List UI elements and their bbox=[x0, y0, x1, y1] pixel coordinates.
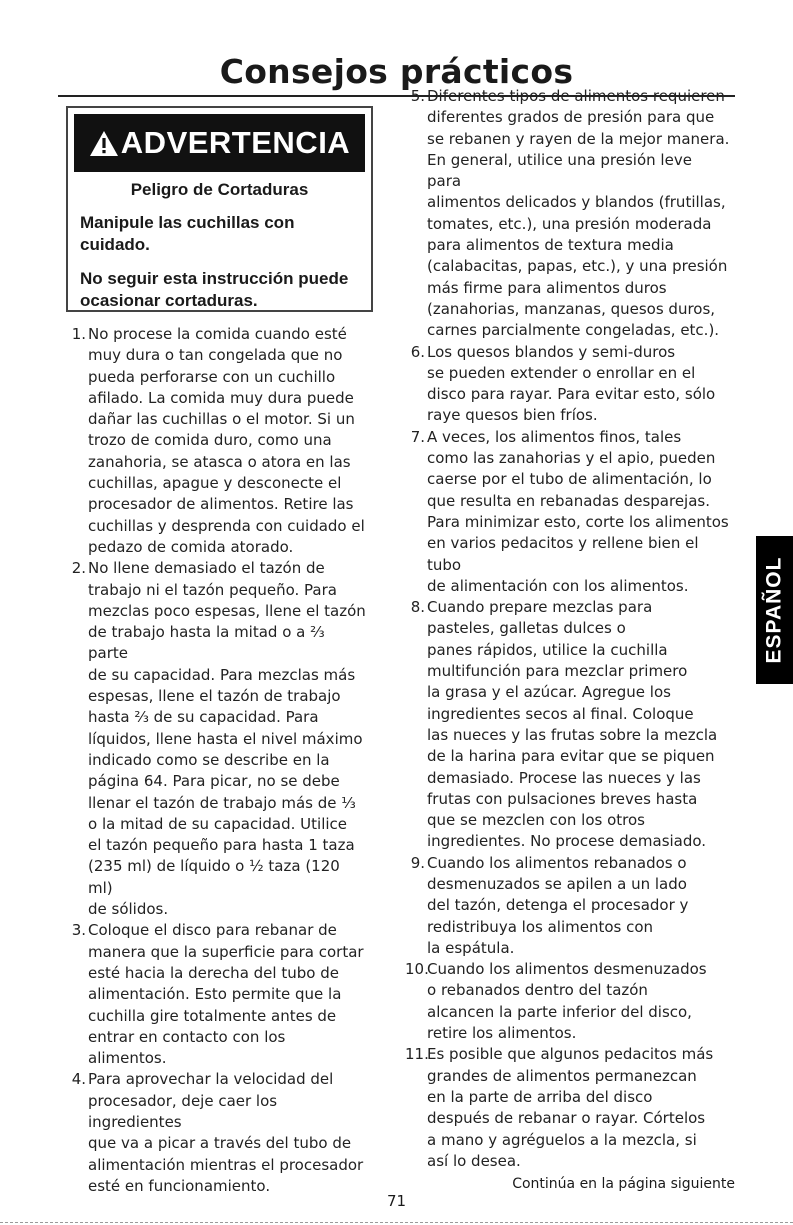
page-number: 71 bbox=[386, 1192, 407, 1210]
warning-instruction: Manipule las cuchillas con cuidado. bbox=[80, 213, 295, 254]
tip-number: 2. bbox=[71, 559, 86, 578]
tip-number: 6. bbox=[410, 342, 425, 361]
tip-number: 3. bbox=[71, 921, 86, 940]
tip-item bbox=[405, 427, 730, 597]
tip-number: 1. bbox=[71, 325, 86, 343]
tip-item bbox=[68, 324, 368, 558]
tip-item bbox=[405, 1044, 730, 1172]
tip-item bbox=[405, 86, 730, 342]
tip-number: 4. bbox=[71, 1070, 86, 1089]
tip-text: No procese la comida cuando esté muy dura o tan congelada que no pueda perforarse con un cuchillo afilado. La comida muy dura puede dañar las cuchillas o el motor. Si un trozo de comida duro, como una zanahoria, se atasca o atora en las cuchillas, apague y desconecte el procesador de alimentos. Retire las cuchillas y desprenda con cuidado el pedazo de comida atorado. bbox=[88, 325, 365, 556]
tip-text: Coloque el disco para rebanar de manera que la superficie para cortar esté hacia la derecha del tubo de alimentación. Esto permite que la cuchilla gire totalmente antes de entrar en contacto con los alimentos. bbox=[88, 921, 364, 1068]
tip-item bbox=[68, 1069, 368, 1197]
tip-number: 11. bbox=[405, 1045, 429, 1064]
language-tab bbox=[756, 536, 793, 684]
tip-text: A veces, los alimentos finos, tales como las zanahorias y el apio, pueden caerse por el tubo de alimentación, lo que resulta en rebanadas desparejas. Para minimizar esto, corte los alimentos en varios pedacitos y rellene bien el tubo de alimentación con los alimentos. bbox=[427, 427, 729, 595]
tip-text: Cuando los alimentos desmenuzados o rebanados dentro del tazón alcancen la parte inferior del disco, retire los alimentos. bbox=[427, 960, 707, 1043]
tip-text: Para aprovechar la velocidad del procesador, deje caer los ingredientes que va a picar a través del tubo de alimentación mientras el procesador esté en funcionamiento. bbox=[88, 1070, 364, 1195]
language-tab-label: ESPAÑOL bbox=[762, 556, 786, 664]
warning-subtitle: Peligro de Cortaduras bbox=[130, 180, 309, 199]
tip-item bbox=[405, 853, 730, 959]
tips-column-right bbox=[405, 86, 730, 1172]
page-bottom-edge bbox=[0, 1222, 793, 1223]
tip-number: 8. bbox=[410, 598, 425, 617]
tip-item bbox=[405, 959, 730, 1044]
tip-number: 5. bbox=[410, 87, 425, 105]
tip-item bbox=[68, 920, 368, 1069]
tip-text: Cuando prepare mezclas para pasteles, galletas dulces o panes rápidos, utilice la cuchilla multifunción para mezclar primero la grasa y el azúcar. Agregue los ingredientes secos al final. Coloque las nueces y las frutas sobre la mezcla de la harina para evitar que se piquen demasiado. Procese las nueces y las frutas con pulsaciones breves hasta que se mezclen con los otros ingredientes. No procese demasiado. bbox=[427, 598, 718, 851]
continued-note: Continúa en la página siguiente bbox=[512, 1176, 735, 1192]
tip-item bbox=[405, 342, 730, 427]
warning-consequence: No seguir esta instrucción puede ocasionar cortaduras. bbox=[80, 269, 349, 310]
tip-text: Cuando los alimentos rebanados o desmenuzados se apilen a un lado del tazón, detenga el procesador y redistribuya los alimentos con la espátula. bbox=[427, 853, 689, 957]
tip-text: No llene demasiado el tazón de trabajo ni el tazón pequeño. Para mezclas poco espesas, llene el tazón de trabajo hasta la mitad o a ⅔ parte de su capacidad. Para mezclas más espesas, llene el tazón de trabajo hasta ⅔ de su capacidad. Para líquidos, llene hasta el nivel máximo indicado como se describe en la página 64. Para picar, no se debe llenar el tazón de trabajo más de ⅓ o la mitad de su capacidad. Utilice el tazón pequeño para hasta 1 taza (235 ml) de líquido o ½ taza (120 ml) de sólidos. bbox=[88, 559, 366, 919]
page-title: Consejos prácticos bbox=[219, 52, 574, 91]
tip-number: 10. bbox=[405, 960, 429, 979]
warning-banner-text: ADVERTENCIA bbox=[120, 125, 351, 160]
tip-text: Es posible que algunos pedacitos más grandes de alimentos permanezcan en la parte de arriba del disco después de rebanar o rayar. Córtelos a mano y agréguelos a la mezcla, si así lo desea. bbox=[427, 1045, 714, 1170]
warning-triangle-icon bbox=[89, 130, 119, 157]
tip-text: Diferentes tipos de alimentos requieren diferentes grados de presión para que se rebanen y rayen de la mejor manera. En general, utilice una presión leve para alimentos delicados y blandos (frutillas, tomates, etc.), una presión moderada para alimentos de textura media (calabacitas, papas, etc.), y una presión más firme para alimentos duros (zanahorias, manzanas, quesos duros, carnes parcialmente congeladas, etc.). bbox=[427, 87, 730, 340]
tip-number: 7. bbox=[410, 427, 425, 446]
tip-text: Los quesos blandos y semi-duros se pueden extender o enrollar en el disco para rayar. Para evitar esto, sólo raye quesos bien fríos. bbox=[427, 342, 716, 425]
tip-number: 9. bbox=[410, 853, 425, 872]
tip-item bbox=[68, 558, 368, 920]
tip-item bbox=[405, 597, 730, 853]
tips-column-left bbox=[68, 324, 368, 1197]
warning-banner bbox=[74, 114, 365, 172]
warning-box bbox=[66, 106, 373, 312]
